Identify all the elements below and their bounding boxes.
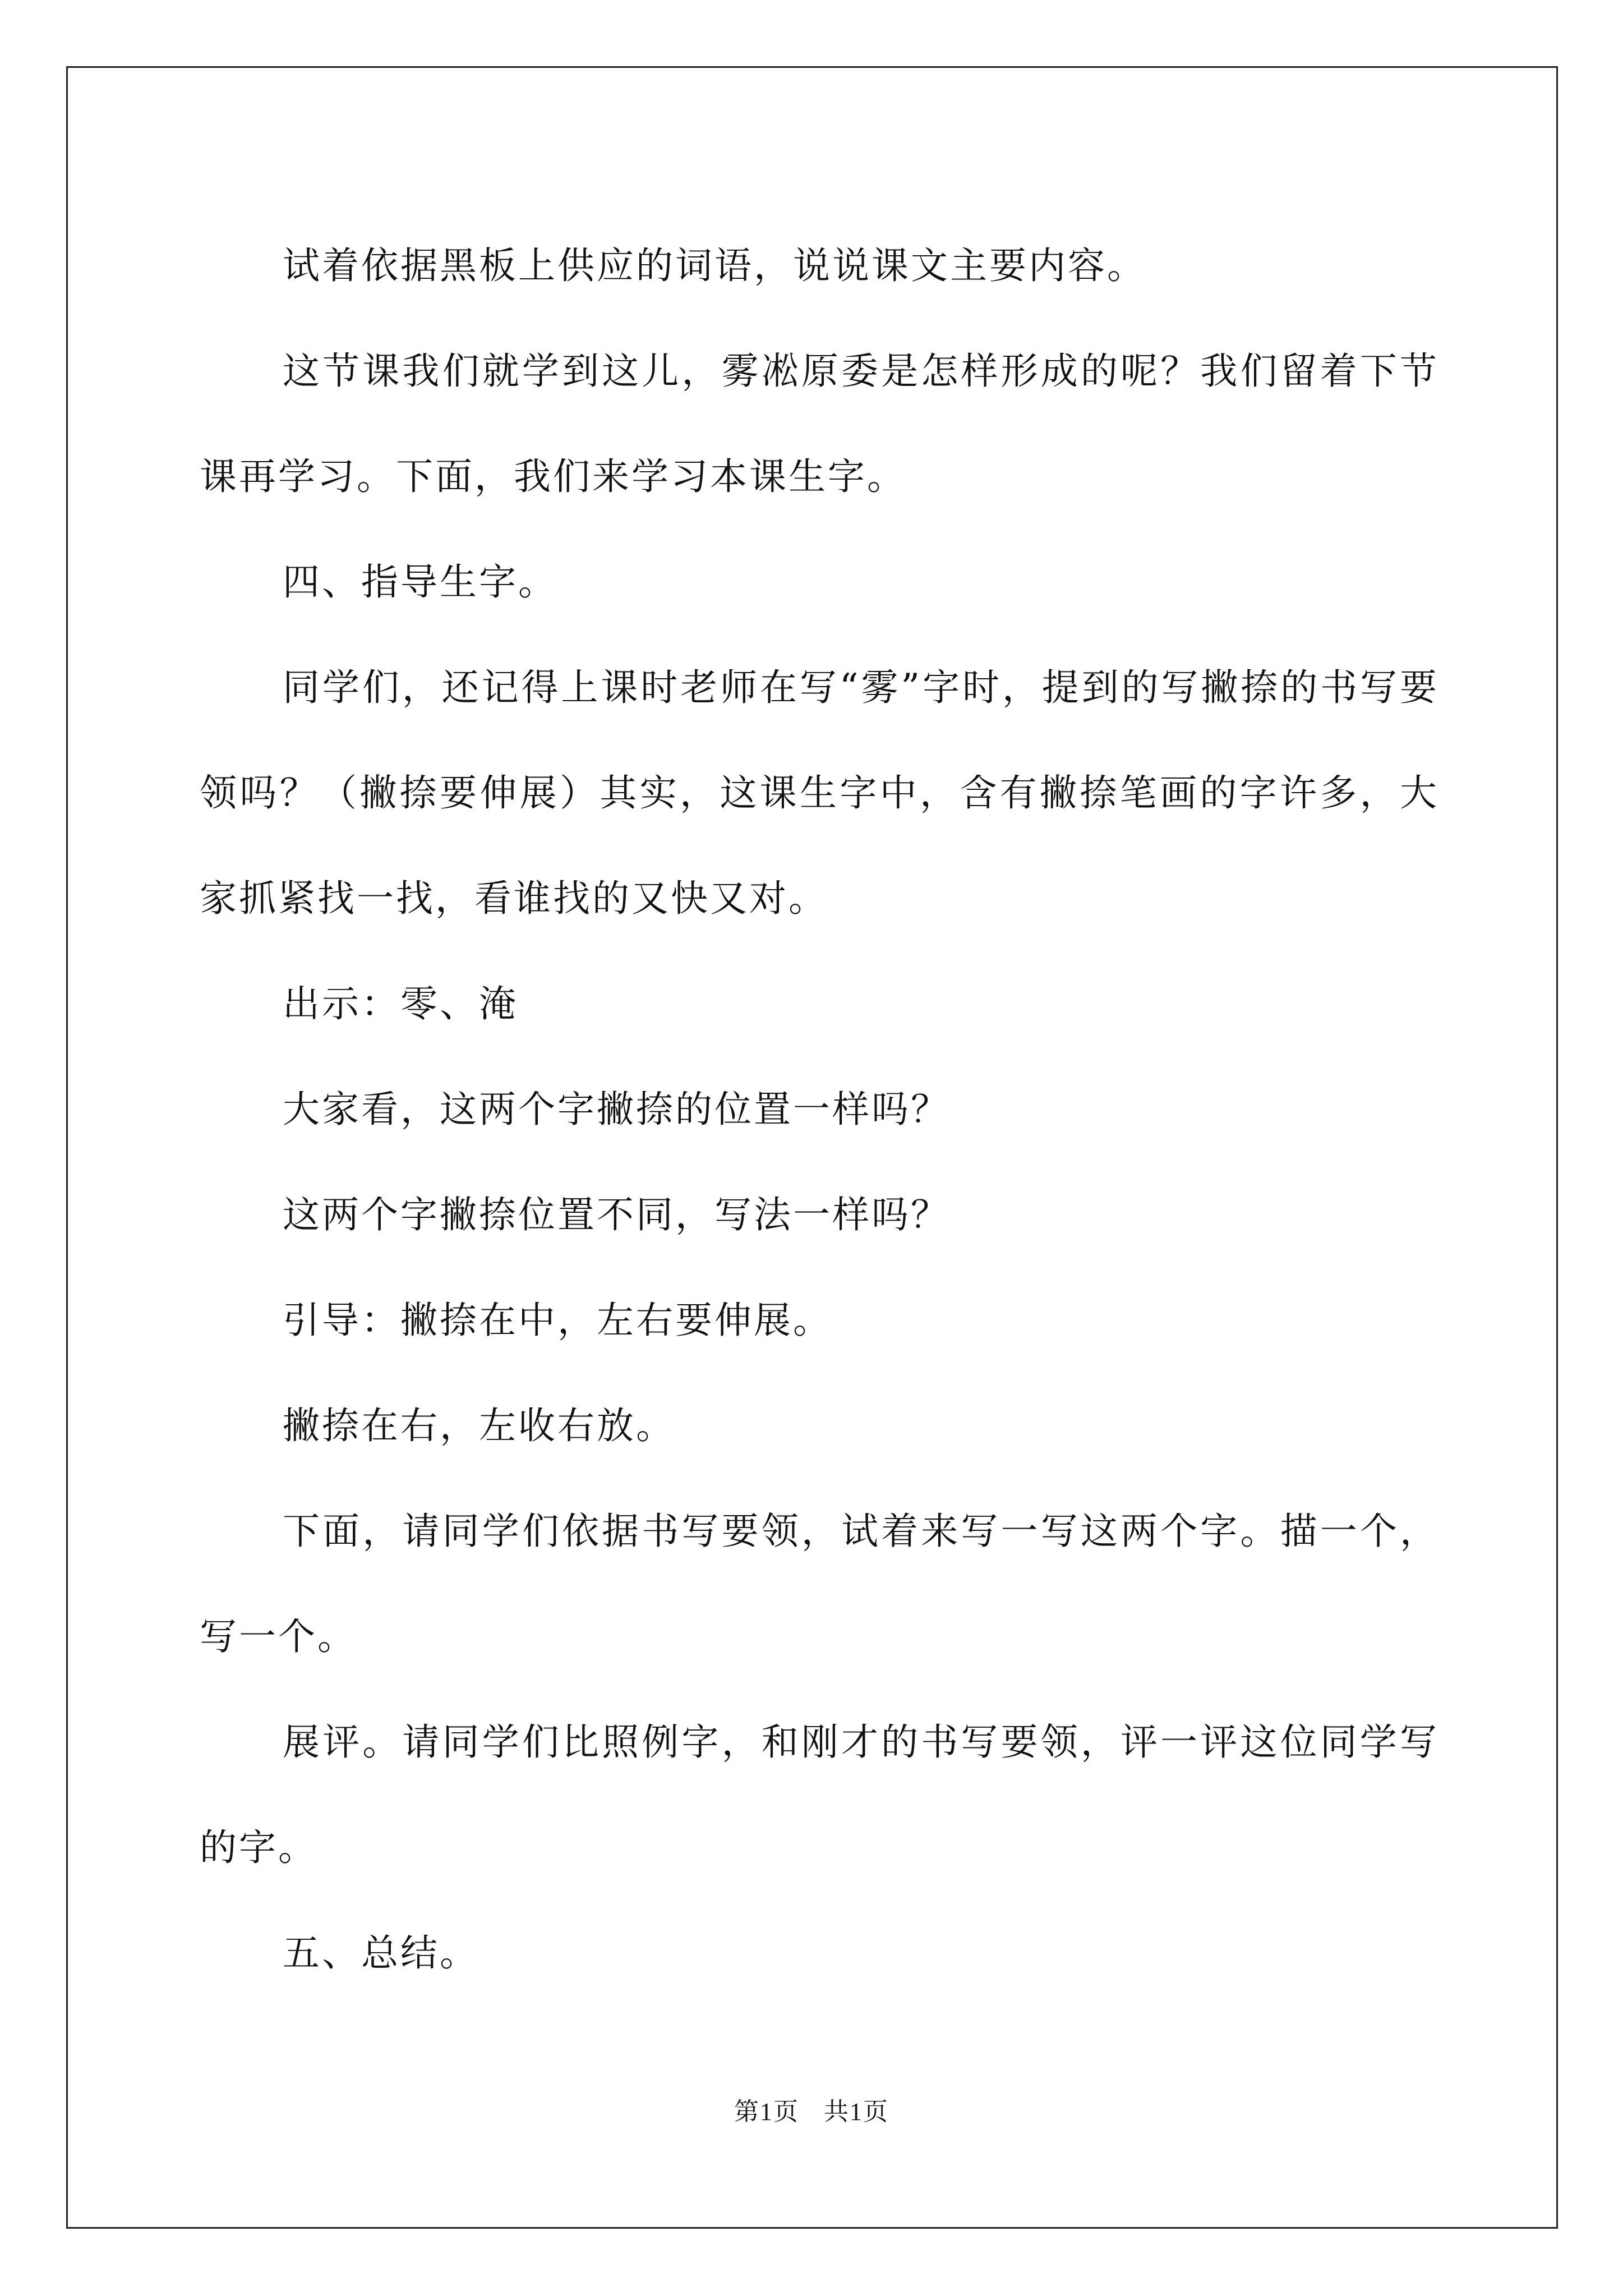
paragraph: 撇捺在右，左收右放。 (283, 1404, 675, 1447)
page-number-total: 共1页 (824, 2098, 889, 2125)
paragraph: 引导：撇捺在中，左右要伸展。 (283, 1299, 832, 1342)
paragraph: 五、总结。 (283, 1931, 479, 1975)
page-footer (0, 2091, 1623, 2127)
document-body (200, 213, 1439, 2006)
paragraph: 试着依据黑板上供应的词语，说说课文主要内容。 (283, 244, 1146, 287)
paragraph: 这节课我们就学到这儿，雾凇原委是怎样形成的呢？我们留着下节课再学习。下面，我们来学习本课生字。 (200, 349, 1439, 498)
paragraph: 同学们，还记得上课时老师在写“雾”字时，提到的写撇捺的书写要领吗？（撇捺要伸展）其实，这课生字中，含有撇捺笔画的字许多，大家抓紧找一找，看谁找的又快又对。 (200, 666, 1439, 920)
paragraph: 大家看，这两个字撇捺的位置一样吗？ (283, 1088, 950, 1131)
paragraph: 这两个字撇捺位置不同，写法一样吗？ (283, 1193, 950, 1236)
paragraph: 四、指导生字。 (283, 560, 557, 604)
page-number-current: 第1页 (734, 2098, 799, 2125)
paragraph: 下面，请同学们依据书写要领，试着来写一写这两个字。描一个，写一个。 (200, 1510, 1439, 1658)
paragraph: 展评。请同学们比照例字，和刚才的书写要领，评一评这位同学写的字。 (200, 1720, 1439, 1869)
paragraph: 出示：零、淹 (283, 982, 518, 1025)
